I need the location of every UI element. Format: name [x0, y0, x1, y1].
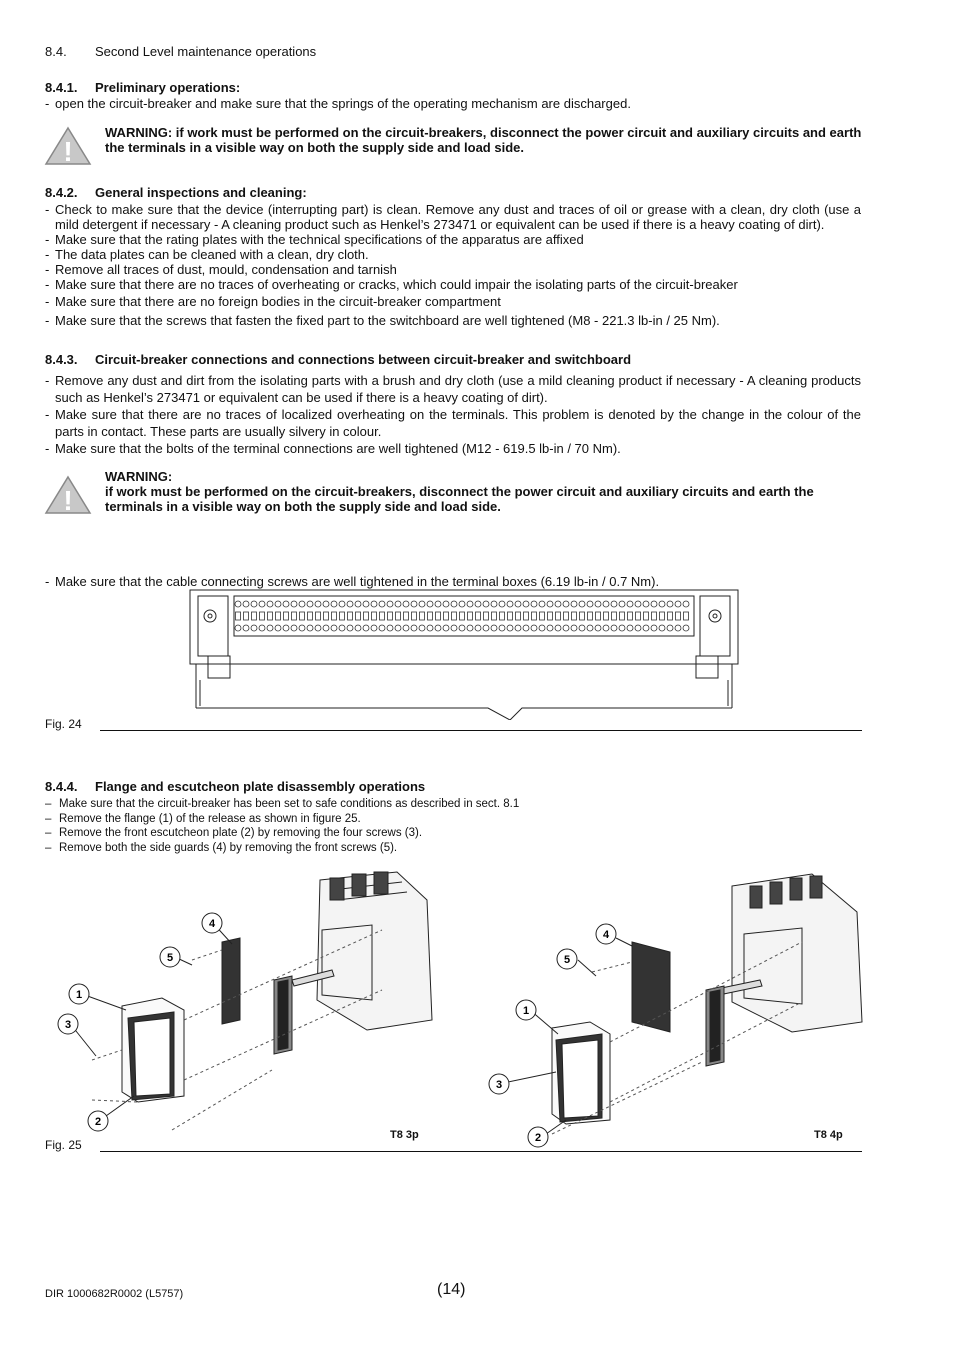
terminal-screw: [571, 625, 577, 631]
subsection-number: 8.4.4.: [45, 779, 78, 794]
terminal-screw: [419, 625, 425, 631]
list-item: - Make sure that there are no traces of overheating or cracks, which could impair the isolating parts of the circuit-breaker: [45, 277, 738, 292]
terminal-box-drawing: [188, 588, 740, 720]
terminal-screw: [307, 601, 313, 607]
terminal-screw: [300, 612, 305, 620]
terminal-screw: [603, 601, 609, 607]
terminal-screw: [579, 601, 585, 607]
subsection-number: 8.4.2.: [45, 185, 78, 200]
list-item: - Make sure that the screws that fasten the fixed part to the switchboard are well tightened (M8 - 221.3 lb-in / 25 Nm).: [45, 313, 720, 328]
terminal-screw: [348, 612, 353, 620]
list-item-text: Make sure that the screws that fasten the fixed part to the switchboard are well tightened (M8 - 221.3 lb-in / 25 Nm).: [55, 313, 720, 328]
terminal-screw: [580, 612, 585, 620]
terminal-screw: [588, 612, 593, 620]
terminal-screw: [683, 601, 689, 607]
terminal-screw: [251, 601, 257, 607]
subsection-841-heading: [45, 80, 240, 95]
terminal-screw: [475, 625, 481, 631]
terminal-screw: [347, 625, 353, 631]
figure-sublabel: T8 4p: [814, 1129, 843, 1141]
terminal-screw: [668, 612, 673, 620]
terminal-screw: [595, 601, 601, 607]
terminal-screw: [468, 612, 473, 620]
terminal-screw: [331, 601, 337, 607]
list-item-text: Make sure that the bolts of the terminal connections are well tightened (M12 - 619.5 lb-in / 70 Nm).: [55, 441, 621, 456]
terminal-screw: [339, 601, 345, 607]
warning-text: if work must be performed on the circuit-breakers, disconnect the power circuit and auxiliary circuits and earth the terminals in a visible way on both the supply side and load side.: [105, 484, 814, 514]
terminal-screw: [283, 625, 289, 631]
terminal-screw: [307, 625, 313, 631]
terminal-screw: [339, 625, 345, 631]
terminal-screw: [275, 625, 281, 631]
terminal-screw: [611, 625, 617, 631]
t8-4p-exploded-drawing: [482, 872, 872, 1148]
terminal-screw: [604, 612, 609, 620]
section-number: 8.4.: [45, 44, 67, 59]
terminal-screw: [523, 625, 529, 631]
terminal-screw: [636, 612, 641, 620]
terminal-screw: [451, 625, 457, 631]
connection-list: [45, 372, 861, 457]
terminal-screw: [324, 612, 329, 620]
terminal-screw: [539, 601, 545, 607]
terminal-screw: [395, 625, 401, 631]
terminal-screw: [236, 612, 241, 620]
terminal-screw: [443, 601, 449, 607]
terminal-screw: [452, 612, 457, 620]
warning-block: [105, 469, 865, 514]
terminal-screw: [683, 625, 689, 631]
terminal-screw: [579, 625, 585, 631]
terminal-screw: [572, 612, 577, 620]
list-item: - Make sure that the cable connecting screws are well tightened in the terminal boxes (6.19 lb-in / 0.7 Nm).: [45, 574, 660, 589]
terminal-screw: [564, 612, 569, 620]
subsection-title: General inspections and cleaning:: [95, 185, 307, 200]
callout-2: 2: [94, 1116, 102, 1128]
terminal-screw: [475, 601, 481, 607]
terminal-screw: [675, 625, 681, 631]
terminal-screw: [283, 601, 289, 607]
terminal-screw: [379, 625, 385, 631]
terminal-screw: [267, 625, 273, 631]
subsection-title: Flange and escutcheon plate disassembly operations: [95, 779, 426, 794]
list-item-text: Remove all traces of dust, mould, condensation and tarnish: [55, 262, 397, 277]
terminal-screw: [547, 625, 553, 631]
terminal-screw: [483, 601, 489, 607]
terminal-screw: [532, 612, 537, 620]
terminal-screw: [684, 612, 689, 620]
terminal-screw: [259, 601, 265, 607]
svg-text:!: !: [63, 136, 73, 166]
figure-rule: [100, 1151, 862, 1152]
terminal-screw: [596, 612, 601, 620]
terminal-screw: [643, 601, 649, 607]
terminal-screw: [643, 625, 649, 631]
terminal-screw: [371, 625, 377, 631]
terminal-screw: [252, 612, 257, 620]
terminal-screw: [323, 601, 329, 607]
terminal-screw: [275, 601, 281, 607]
callout-3: 3: [64, 1019, 72, 1031]
terminal-screw: [404, 612, 409, 620]
inspection-list: [45, 202, 861, 328]
warning-triangle-icon: [44, 126, 92, 166]
terminal-screw: [483, 625, 489, 631]
svg-text:!: !: [63, 485, 73, 515]
warning-text: WARNING: if work must be performed on the circuit-breakers, disconnect the power circuit and auxiliary circuits and earth the terminals in a visible way on both the supply side and load side.: [105, 125, 862, 155]
terminal-screw: [235, 601, 241, 607]
terminal-screw: [484, 612, 489, 620]
terminal-screw: [355, 625, 361, 631]
terminal-screw: [523, 601, 529, 607]
callout-5: 5: [563, 954, 571, 966]
terminal-screw: [652, 612, 657, 620]
disassembly-list: [45, 797, 861, 855]
terminal-screw: [515, 601, 521, 607]
terminal-screw: [363, 601, 369, 607]
terminal-screw: [587, 625, 593, 631]
callout-4: 4: [602, 929, 610, 941]
terminal-screw: [676, 612, 681, 620]
terminal-screw: [235, 625, 241, 631]
section-title: Second Level maintenance operations: [95, 44, 317, 59]
terminal-screw: [635, 601, 641, 607]
document-code: DIR 1000682R0002 (L5757): [45, 1288, 184, 1300]
terminal-screw: [371, 601, 377, 607]
terminal-screw: [444, 612, 449, 620]
terminal-screw: [491, 601, 497, 607]
terminal-screw: [548, 612, 553, 620]
terminal-screw: [667, 601, 673, 607]
subsection-title: Preliminary operations:: [95, 80, 241, 95]
subsection-number: 8.4.3.: [45, 352, 78, 367]
list-item-text: Make sure that there are no foreign bodies in the circuit-breaker compartment: [55, 294, 501, 309]
terminal-screw: [491, 625, 497, 631]
terminal-screw: [515, 625, 521, 631]
terminal-screw: [651, 601, 657, 607]
terminal-screw: [396, 612, 401, 620]
list-item: - The data plates can be cleaned with a clean, dry cloth.: [45, 247, 369, 262]
terminal-screw: [315, 625, 321, 631]
terminal-screw: [403, 625, 409, 631]
warning-heading: WARNING:: [105, 469, 173, 484]
terminal-screw: [587, 601, 593, 607]
terminal-screw: [420, 612, 425, 620]
terminal-screw: [500, 612, 505, 620]
terminal-screw: [603, 625, 609, 631]
list-item: – Remove the flange (1) of the release as shown in figure 25.: [45, 812, 361, 825]
terminal-screw: [299, 625, 305, 631]
terminal-screw: [435, 601, 441, 607]
t8-3p-exploded-drawing: [52, 870, 442, 1138]
terminal-screw: [627, 625, 633, 631]
terminal-screw: [355, 601, 361, 607]
terminal-screw: [555, 601, 561, 607]
callout-4: 4: [208, 918, 216, 930]
terminal-screw: [547, 601, 553, 607]
terminal-screw: [315, 601, 321, 607]
list-item: - Remove all traces of dust, mould, condensation and tarnish: [45, 262, 397, 277]
list-item: – Remove the front escutcheon plate (2) by removing the four screws (3).: [45, 827, 423, 839]
list-item: - Remove any dust and dirt from the isolating parts with a brush and dry cloth (use a mild cleaning product if necessary - A cleaning products such as Henkel’s 273471 or equivalent can be used if there is a heavy coating of dirt).: [45, 373, 861, 405]
terminal-screw: [571, 601, 577, 607]
list-item: - Make sure that there are no traces of localized overheating on the terminals. This problem is denoted by the change in the colour of the parts in contact. These parts are usually silvery in colour.: [45, 407, 861, 439]
terminal-screw: [412, 612, 417, 620]
terminal-screw: [619, 625, 625, 631]
terminal-screw: [612, 612, 617, 620]
terminal-screw: [251, 625, 257, 631]
terminal-screw: [308, 612, 313, 620]
terminal-screw: [659, 625, 665, 631]
terminal-screw: [411, 601, 417, 607]
terminal-screw: [563, 625, 569, 631]
list-item: - Make sure that the bolts of the terminal connections are well tightened (M12 - 619.5 lb-in / 70 Nm).: [45, 441, 621, 456]
terminal-screw: [347, 601, 353, 607]
terminal-screw: [323, 625, 329, 631]
terminal-screw: [667, 625, 673, 631]
callout-1: 1: [522, 1005, 530, 1017]
terminal-screw: [507, 625, 513, 631]
terminal-screw: [284, 612, 289, 620]
list-item-text: Remove the flange (1) of the release as shown in figure 25.: [59, 812, 361, 825]
terminal-screw: [555, 625, 561, 631]
figure-caption: Fig. 24: [45, 717, 82, 731]
terminal-screw: [451, 601, 457, 607]
terminal-screw: [243, 625, 249, 631]
terminal-screw: [531, 601, 537, 607]
list-item-text: Remove both the side guards (4) by removing the front screws (5).: [59, 841, 398, 854]
page-number: (14): [437, 1281, 466, 1298]
terminal-screw: [467, 601, 473, 607]
terminal-screw: [467, 625, 473, 631]
terminal-screw: [380, 612, 385, 620]
callout-1: 1: [75, 989, 83, 1001]
terminal-screw: [539, 625, 545, 631]
terminal-screw: [379, 601, 385, 607]
subsection-843-heading: [45, 352, 631, 367]
terminal-screw: [443, 625, 449, 631]
terminal-screw: [436, 612, 441, 620]
terminal-screw: [660, 612, 665, 620]
terminal-screw: [635, 625, 641, 631]
terminal-screw: [292, 612, 297, 620]
terminal-screw: [243, 601, 249, 607]
terminal-screw: [244, 612, 249, 620]
terminal-screw: [508, 612, 513, 620]
list-item-text: Make sure that the rating plates with the technical specifications of the apparatus are affixed: [55, 232, 584, 247]
terminal-screw: [260, 612, 265, 620]
subsection-844-heading: [45, 779, 425, 794]
terminal-screw: [372, 612, 377, 620]
terminal-screw: [276, 612, 281, 620]
terminal-screw: [427, 601, 433, 607]
terminal-screw: [340, 612, 345, 620]
terminal-screw: [675, 601, 681, 607]
figure-caption: Fig. 25: [45, 1138, 82, 1152]
terminal-screw: [611, 601, 617, 607]
terminal-screw: [435, 625, 441, 631]
terminal-screw: [395, 601, 401, 607]
terminal-screw: [267, 601, 273, 607]
terminal-screw: [651, 625, 657, 631]
list-item-text: Remove the front escutcheon plate (2) by removing the four screws (3).: [59, 827, 423, 839]
list-item: - open the circuit-breaker and make sure that the springs of the operating mechanism are discharged.: [45, 96, 631, 111]
terminal-screw: [460, 612, 465, 620]
terminal-screw: [356, 612, 361, 620]
terminal-screw: [620, 612, 625, 620]
list-item: - Make sure that there are no foreign bodies in the circuit-breaker compartment: [45, 294, 501, 309]
warning-triangle-icon: [44, 475, 92, 515]
terminal-screw: [459, 601, 465, 607]
terminal-screw: [627, 601, 633, 607]
list-item: – Make sure that the circuit-breaker has been set to safe conditions as described in sect. 8.1: [45, 798, 520, 810]
terminal-screw: [619, 601, 625, 607]
subsection-title: Circuit-breaker connections and connections between circuit-breaker and switchboard: [95, 352, 632, 367]
figure-rule: [100, 730, 862, 731]
terminal-screw: [499, 601, 505, 607]
list-item-text: Remove any dust and dirt from the isolating parts with a brush and dry cloth (use a mild cleaning product if necessary - A cleaning products such as Henkel’s 273471 or equivalent can be used if there is a heavy coating of dirt).: [55, 373, 861, 405]
terminal-screw: [556, 612, 561, 620]
subsection-number: 8.4.1.: [45, 80, 78, 95]
subsection-842-heading: [45, 185, 307, 200]
list-item-text: Make sure that the circuit-breaker has been set to safe conditions as described in sect. 8.1: [59, 798, 520, 810]
terminal-screw: [459, 625, 465, 631]
terminal-screw: [291, 625, 297, 631]
terminal-screw: [476, 612, 481, 620]
list-item-text: The data plates can be cleaned with a clean, dry cloth.: [55, 247, 369, 262]
terminal-screw: [268, 612, 273, 620]
terminal-screw: [524, 612, 529, 620]
terminal-screw: [403, 601, 409, 607]
terminal-screw: [540, 612, 545, 620]
terminal-screw: [507, 601, 513, 607]
terminal-screw: [259, 625, 265, 631]
list-item-text: Check to make sure that the device (interrupting part) is clean. Remove any dust and traces of oil or grease with a clean, dry cloth (use a mild detergent if necessary - A cleaning product such as Henkel’s 273471 or equivalent can be used if there is a heavy coating of dirt).: [55, 202, 861, 232]
terminal-screw: [387, 601, 393, 607]
list-item-text: Make sure that there are no traces of overheating or cracks, which could impair the isolating parts of the circuit-breaker: [55, 277, 738, 292]
callout-5: 5: [166, 952, 174, 964]
terminal-screw: [531, 625, 537, 631]
terminal-screw: [419, 601, 425, 607]
terminal-screw: [628, 612, 633, 620]
terminal-screw: [659, 601, 665, 607]
list-item: – Remove both the side guards (4) by removing the front screws (5).: [45, 841, 398, 854]
terminal-screw: [299, 601, 305, 607]
terminal-screw: [499, 625, 505, 631]
terminal-screw: [291, 601, 297, 607]
terminal-screw: [428, 612, 433, 620]
terminal-screw: [595, 625, 601, 631]
callout-2: 2: [534, 1132, 542, 1144]
section-heading: [45, 44, 316, 59]
terminal-screw: [316, 612, 321, 620]
list-item: - Check to make sure that the device (interrupting part) is clean. Remove any dust and traces of oil or grease with a clean, dry cloth (use a mild detergent if necessary - A cleaning product such as Henkel’s 273471 or equivalent can be used if there is a heavy coating of dirt).: [45, 202, 861, 232]
list-item-text: open the circuit-breaker and make sure that the springs of the operating mechanism are discharged.: [55, 96, 631, 111]
figure-sublabel: T8 3p: [390, 1129, 419, 1141]
terminal-screw: [387, 625, 393, 631]
terminal-screw: [363, 625, 369, 631]
list-item: - Make sure that the rating plates with the technical specifications of the apparatus are affixed: [45, 232, 584, 247]
terminal-screw: [492, 612, 497, 620]
list-item-text: Make sure that the cable connecting screws are well tightened in the terminal boxes (6.19 lb-in / 0.7 Nm).: [55, 574, 660, 589]
terminal-screw: [388, 612, 393, 620]
terminal-screw: [364, 612, 369, 620]
terminal-screw: [427, 625, 433, 631]
terminal-screw: [644, 612, 649, 620]
terminal-screw: [411, 625, 417, 631]
terminal-screw: [516, 612, 521, 620]
terminal-screw: [563, 601, 569, 607]
terminal-screw: [331, 625, 337, 631]
list-item-text: Make sure that there are no traces of localized overheating on the terminals. This problem is denoted by the change in the colour of the parts in contact. These parts are usually silvery in colour.: [55, 407, 861, 439]
terminal-screw: [332, 612, 337, 620]
callout-3: 3: [495, 1079, 503, 1091]
